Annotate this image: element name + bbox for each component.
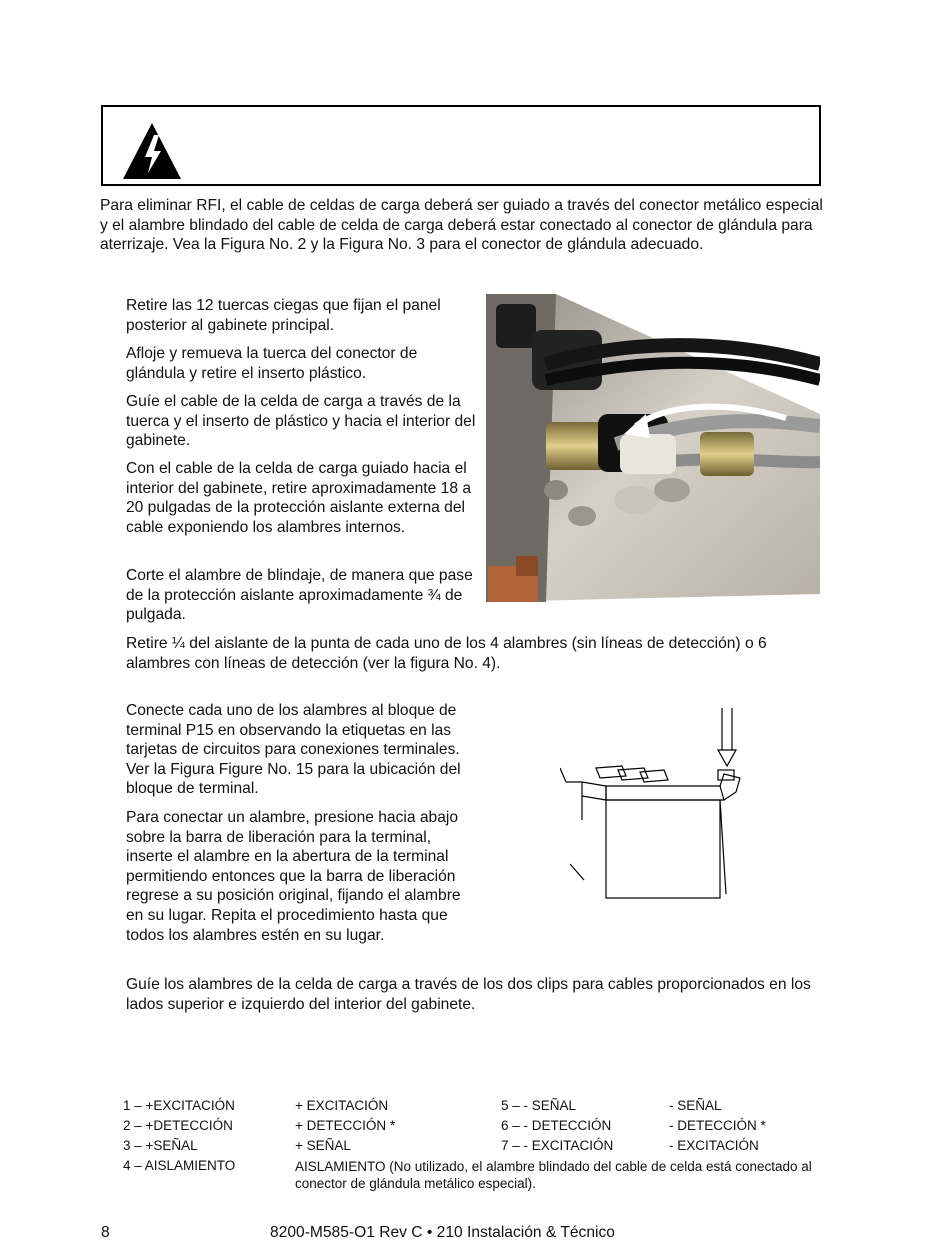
step-9: Guíe los alambres de la celda de carga a través de los dos clips para cables proporcionados en los lados superior e izquierdo del interior del gabinete. bbox=[126, 976, 811, 1013]
terminal-label: 3 – +SEÑAL bbox=[123, 1138, 198, 1153]
step-5: Corte el alambre de blindaje, de manera que pase de la protección aislante aproximadamente ¾ de pulgada. bbox=[126, 567, 473, 624]
step-6: Retire ¼ del aislante de la punta de cada uno de los 4 alambres (sin líneas de detección) o 6 alambres con líneas de detección (ver la figura No. 4). bbox=[126, 635, 767, 672]
wire-function: - DETECCIÓN * bbox=[669, 1118, 766, 1133]
wire-function: AISLAMIENTO (No utilizado, el alambre blindado del cable de celda está conectado al conector de glándula metálico especial). bbox=[295, 1159, 812, 1191]
terminal-label: 4 – AISLAMIENTO bbox=[123, 1158, 236, 1173]
step-3: Guíe el cable de la celda de carga a través de la tuerca y el inserto de plástico y hacia el interior del gabinete. bbox=[126, 393, 476, 450]
terminal-block-figure bbox=[560, 704, 760, 904]
wire-function: + EXCITACIÓN bbox=[295, 1098, 389, 1113]
gland-connector-photo bbox=[486, 294, 820, 602]
table-row bbox=[123, 1096, 849, 1116]
step-2: Afloje y remueva la tuerca del conector de glándula y retire el inserto plástico. bbox=[126, 345, 418, 382]
step-7: Conecte cada uno de los alambres al bloque de terminal P15 en observando la etiquetas en las tarjetas de circuitos para conexiones terminales. Ver la Figura Figure No. 15 para la ubicación del bloque de terminal. bbox=[126, 702, 461, 798]
terminal-label: 1 – +EXCITACIÓN bbox=[123, 1098, 235, 1113]
terminal-label: 2 – +DETECCIÓN bbox=[123, 1118, 233, 1133]
step-4: Con el cable de la celda de carga guiado hacia el interior del gabinete, retire aproximadamente 18 a 20 pulgadas de la protección aislante externa del cable exponiendo los alambres internos. bbox=[126, 460, 471, 536]
wire-function: + SEÑAL bbox=[295, 1138, 351, 1153]
wire-function: + DETECCIÓN * bbox=[295, 1118, 396, 1133]
electrical-hazard-icon bbox=[121, 121, 183, 181]
wire-function: - EXCITACIÓN bbox=[669, 1138, 759, 1153]
terminal-label: 5 – - SEÑAL bbox=[501, 1098, 577, 1113]
warning-box bbox=[101, 105, 821, 186]
page-number: 8 bbox=[101, 1224, 110, 1241]
document-id: 8200-M585-O1 Rev C • 210 Instalación & Técnico bbox=[270, 1224, 615, 1241]
wire-function: - SEÑAL bbox=[669, 1098, 722, 1113]
wiring-table bbox=[123, 1096, 849, 1192]
step-1: Retire las 12 tuercas ciegas que fijan el panel posterior al gabinete principal. bbox=[126, 297, 441, 334]
intro-paragraph: Para eliminar RFI, el cable de celdas de carga deberá ser guiado a través del conector metálico especial y el alambre blindado del cable de celda de carga deberá estar conectado al conector de glándula para aterrizaje. Vea la Figura No. 2 y la Figura No. 3 para el conector de glándula adecuado. bbox=[100, 197, 823, 254]
step-8: Para conectar un alambre, presione hacia abajo sobre la barra de liberación para la terminal, inserte el alambre en la abertura de la terminal permitiendo entonces que la barra de liberación regrese a su posición original, fijando el alambre en su lugar. Repita el procedimiento hasta que todos los alambres estén en su lugar. bbox=[126, 809, 461, 944]
table-row bbox=[123, 1156, 849, 1192]
terminal-label: 7 – - EXCITACIÓN bbox=[501, 1138, 614, 1153]
terminal-label: 6 – - DETECCIÓN bbox=[501, 1118, 612, 1133]
table-row bbox=[123, 1116, 849, 1136]
table-row bbox=[123, 1136, 849, 1156]
